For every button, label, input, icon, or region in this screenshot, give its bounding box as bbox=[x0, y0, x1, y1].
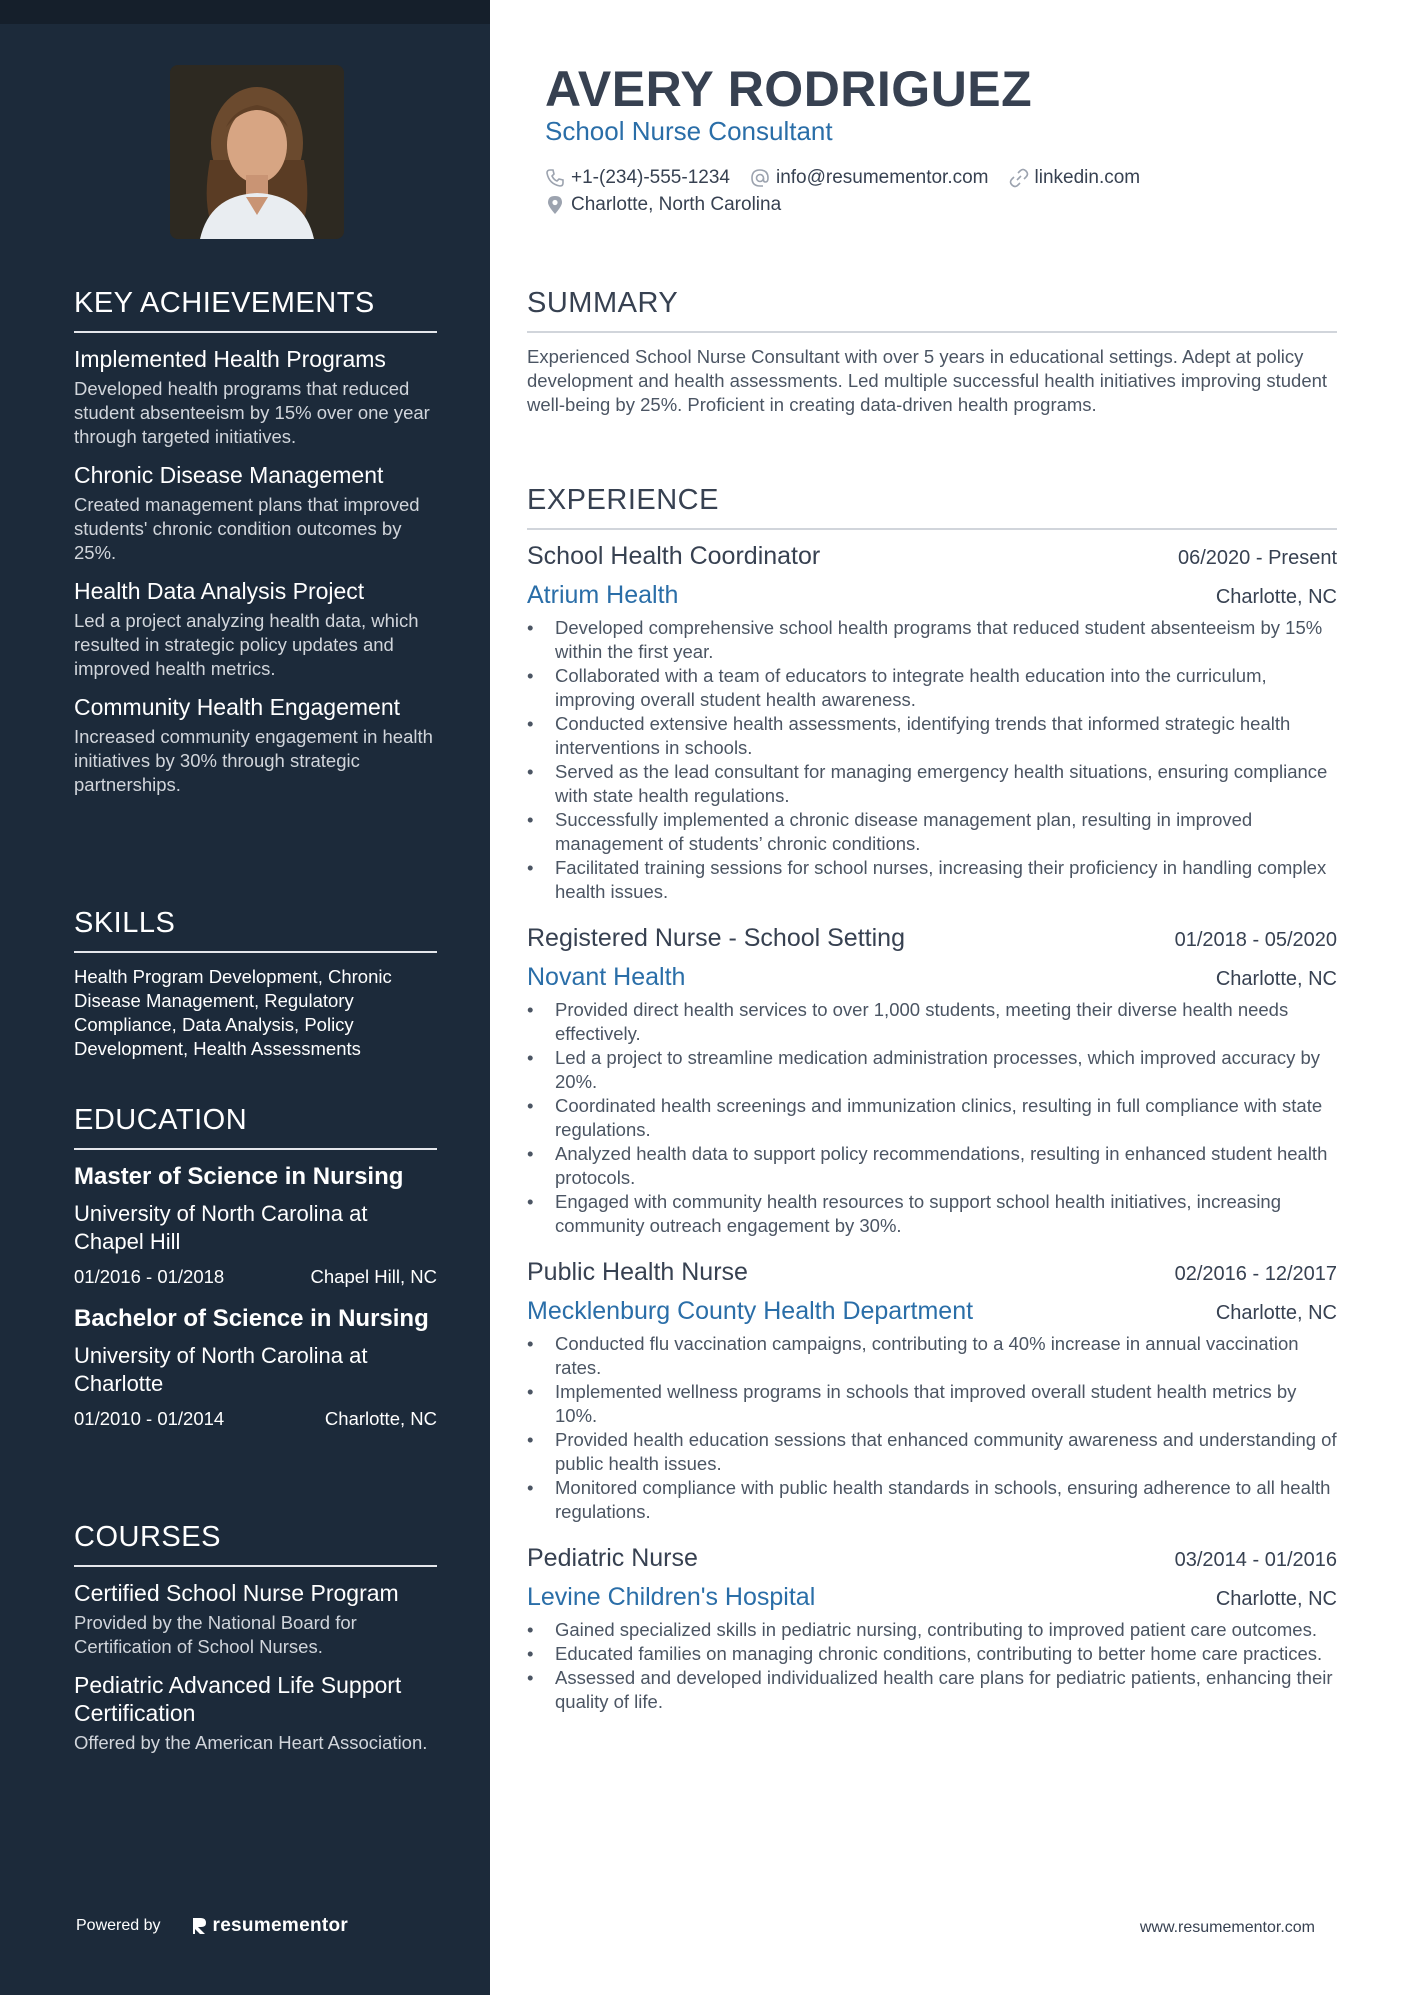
profile-photo-image bbox=[170, 65, 344, 239]
achievement-desc: Led a project analyzing health data, which resulted in strategic policy updates and improved health metrics. bbox=[74, 610, 419, 679]
job-bullet: • Led a project to streamline medication administration processes, which improved accuracy by 20%. bbox=[527, 1046, 1337, 1094]
job-title: Public Health Nurse bbox=[527, 1258, 748, 1286]
job-dates: 01/2018 - 05/2020 bbox=[1174, 929, 1337, 951]
skills-section bbox=[74, 907, 437, 1061]
achievement-title: Community Health Engagement bbox=[74, 694, 400, 720]
education-meta bbox=[74, 1266, 437, 1288]
job-subheader bbox=[527, 963, 1337, 992]
education-item bbox=[74, 1304, 437, 1430]
job-bullets bbox=[527, 1332, 1337, 1524]
job-company: Mecklenburg County Health Department bbox=[527, 1297, 974, 1325]
achievement-title: Health Data Analysis Project bbox=[74, 578, 365, 604]
job-entry bbox=[527, 1258, 1337, 1524]
phone-icon bbox=[545, 168, 565, 188]
skills-heading: SKILLS bbox=[74, 907, 437, 953]
job-bullet: • Assessed and developed individualized health care plans for pediatric patients, enhancing their quality of life. bbox=[527, 1666, 1337, 1714]
location-text: Charlotte, North Carolina bbox=[571, 193, 782, 215]
experience-section bbox=[527, 484, 1337, 1714]
education-dates: 01/2016 - 01/2018 bbox=[74, 1266, 225, 1287]
contact-info bbox=[545, 164, 1345, 218]
job-bullet: • Collaborated with a team of educators to integrate health education into the curriculum, improving overall student health awareness. bbox=[527, 664, 1337, 712]
job-location: Charlotte, NC bbox=[1215, 1588, 1337, 1610]
job-bullet: • Successfully implemented a chronic disease management plan, resulting in improved management of students’ chronic conditions. bbox=[527, 808, 1337, 856]
job-bullets bbox=[527, 616, 1337, 904]
job-company: Novant Health bbox=[527, 963, 686, 991]
achievement-desc: Developed health programs that reduced student absenteeism by 15% over one year through targeted initiatives. bbox=[74, 378, 430, 447]
education-dates: 01/2010 - 01/2014 bbox=[74, 1408, 225, 1429]
education-section bbox=[74, 1104, 437, 1446]
skills-list: Health Program Development, Chronic Disease Management, Regulatory Compliance, Data Analysis, Policy Development, Health Assessments bbox=[74, 966, 392, 1059]
courses-heading: COURSES bbox=[74, 1521, 437, 1567]
sidebar-top-band bbox=[0, 0, 490, 24]
course-item bbox=[74, 1579, 437, 1659]
summary-text: Experienced School Nurse Consultant with over 5 years in educational settings. Adept at policy development and health assessments. Led multiple successful health initiatives improving student well-being by 25%. Proficient in creating data-driven health programs. bbox=[527, 346, 1328, 415]
summary-section bbox=[527, 287, 1337, 417]
job-dates: 02/2016 - 12/2017 bbox=[1174, 1263, 1337, 1285]
job-bullets bbox=[527, 1618, 1337, 1714]
candidate-name: AVERY RODRIGUEZ bbox=[545, 61, 1033, 117]
course-title: Pediatric Advanced Life Support Certification bbox=[74, 1672, 402, 1726]
achievement-item bbox=[74, 577, 437, 681]
contact-linkedin[interactable] bbox=[1009, 167, 1141, 189]
achievements-heading: KEY ACHIEVEMENTS bbox=[74, 287, 437, 333]
contact-row bbox=[545, 191, 1345, 218]
education-item bbox=[74, 1162, 437, 1288]
job-subheader bbox=[527, 1583, 1337, 1612]
job-bullet: • Provided direct health services to over 1,000 students, meeting their diverse health needs effectively. bbox=[527, 998, 1337, 1046]
at-icon bbox=[750, 168, 770, 188]
job-subheader bbox=[527, 581, 1337, 610]
powered-by bbox=[76, 1915, 348, 1937]
sidebar bbox=[0, 0, 490, 1995]
achievement-desc: Increased community engagement in health initiatives by 30% through strategic partnerships. bbox=[74, 726, 433, 795]
job-entry bbox=[527, 924, 1337, 1238]
job-dates: 03/2014 - 01/2016 bbox=[1174, 1549, 1337, 1571]
course-item bbox=[74, 1671, 437, 1755]
job-bullet: • Monitored compliance with public health standards in schools, ensuring adherence to all health regulations. bbox=[527, 1476, 1337, 1524]
achievement-title: Chronic Disease Management bbox=[74, 462, 384, 488]
education-degree: Bachelor of Science in Nursing bbox=[74, 1305, 429, 1332]
candidate-role: School Nurse Consultant bbox=[545, 116, 833, 146]
job-bullet: • Served as the lead consultant for managing emergency health situations, ensuring compliance with state health regulations. bbox=[527, 760, 1337, 808]
education-school: University of North Carolina at Chapel Hill bbox=[74, 1201, 368, 1254]
brand-logo[interactable] bbox=[191, 1915, 349, 1937]
job-bullet: • Educated families on managing chronic conditions, contributing to better home care practices. bbox=[527, 1642, 1337, 1666]
job-title: Registered Nurse - School Setting bbox=[527, 924, 905, 952]
job-location: Charlotte, NC bbox=[1215, 586, 1337, 608]
education-meta bbox=[74, 1408, 437, 1430]
contact-location bbox=[545, 194, 781, 216]
education-degree: Master of Science in Nursing bbox=[74, 1163, 404, 1190]
course-desc: Provided by the National Board for Certification of School Nurses. bbox=[74, 1612, 357, 1657]
brand-name: resumementor bbox=[212, 1915, 349, 1936]
achievement-desc: Created management plans that improved students' chronic condition outcomes by 25%. bbox=[74, 494, 420, 563]
job-bullet: • Facilitated training sessions for school nurses, increasing their proficiency in handling complex health issues. bbox=[527, 856, 1337, 904]
linkedin-text: linkedin.com bbox=[1034, 166, 1141, 188]
courses-section bbox=[74, 1521, 437, 1755]
job-header bbox=[527, 924, 1337, 953]
main-top-band bbox=[490, 0, 1410, 24]
achievements-section bbox=[74, 287, 437, 797]
education-location: Charlotte, NC bbox=[324, 1408, 437, 1429]
job-bullet: • Provided health education sessions that enhanced community awareness and understanding of public health issues. bbox=[527, 1428, 1337, 1476]
resumementor-logo-icon bbox=[191, 1916, 207, 1936]
job-bullet: • Engaged with community health resources to support school health initiatives, increasing community outreach engagement by 30%. bbox=[527, 1190, 1337, 1238]
email-text: info@resumementor.com bbox=[775, 166, 989, 188]
job-entry bbox=[527, 542, 1337, 904]
job-dates: 06/2020 - Present bbox=[1178, 547, 1337, 569]
experience-heading: EXPERIENCE bbox=[527, 484, 1337, 530]
course-desc: Offered by the American Heart Association. bbox=[74, 1732, 428, 1753]
main-content bbox=[490, 0, 1410, 1995]
job-header bbox=[527, 1258, 1337, 1287]
achievement-item bbox=[74, 345, 437, 449]
education-heading: EDUCATION bbox=[74, 1104, 437, 1150]
achievement-item bbox=[74, 461, 437, 565]
job-bullet: • Conducted extensive health assessments, identifying trends that informed strategic health interventions in schools. bbox=[527, 712, 1337, 760]
job-bullet: • Developed comprehensive school health programs that reduced student absenteeism by 15% within the first year. bbox=[527, 616, 1337, 664]
job-subheader bbox=[527, 1297, 1337, 1326]
contact-phone[interactable] bbox=[545, 167, 730, 189]
location-pin-icon bbox=[545, 195, 565, 215]
job-bullet: • Analyzed health data to support policy recommendations, resulting in enhanced student health protocols. bbox=[527, 1142, 1337, 1190]
job-bullet: • Conducted flu vaccination campaigns, contributing to a 40% increase in annual vaccination rates. bbox=[527, 1332, 1337, 1380]
job-bullet: • Coordinated health screenings and immunization clinics, resulting in full compliance with state regulations. bbox=[527, 1094, 1337, 1142]
footer-url[interactable]: www.resumementor.com bbox=[1139, 1919, 1315, 1936]
phone-text: +1-(234)-555-1234 bbox=[571, 166, 730, 188]
education-school: University of North Carolina at Charlotte bbox=[74, 1343, 368, 1396]
job-company: Atrium Health bbox=[527, 581, 679, 609]
contact-row bbox=[545, 164, 1345, 191]
profile-photo bbox=[170, 65, 344, 239]
summary-heading: SUMMARY bbox=[527, 287, 1337, 333]
job-bullet: • Implemented wellness programs in schools that improved overall student health metrics by 10%. bbox=[527, 1380, 1337, 1428]
contact-email[interactable] bbox=[750, 167, 989, 189]
job-company: Levine Children's Hospital bbox=[527, 1583, 816, 1611]
achievement-item bbox=[74, 693, 437, 797]
education-location: Chapel Hill, NC bbox=[310, 1266, 437, 1287]
course-title: Certified School Nurse Program bbox=[74, 1580, 399, 1606]
job-entry bbox=[527, 1544, 1337, 1714]
job-header bbox=[527, 1544, 1337, 1573]
job-title: School Health Coordinator bbox=[527, 542, 821, 570]
job-bullets bbox=[527, 998, 1337, 1238]
achievement-title: Implemented Health Programs bbox=[74, 346, 386, 372]
link-icon bbox=[1009, 168, 1029, 188]
job-title: Pediatric Nurse bbox=[527, 1544, 698, 1572]
job-location: Charlotte, NC bbox=[1215, 1302, 1337, 1324]
job-header bbox=[527, 542, 1337, 571]
job-bullet: • Gained specialized skills in pediatric nursing, contributing to improved patient care outcomes. bbox=[527, 1618, 1337, 1642]
job-location: Charlotte, NC bbox=[1215, 968, 1337, 990]
powered-by-label: Powered by bbox=[76, 1917, 161, 1934]
